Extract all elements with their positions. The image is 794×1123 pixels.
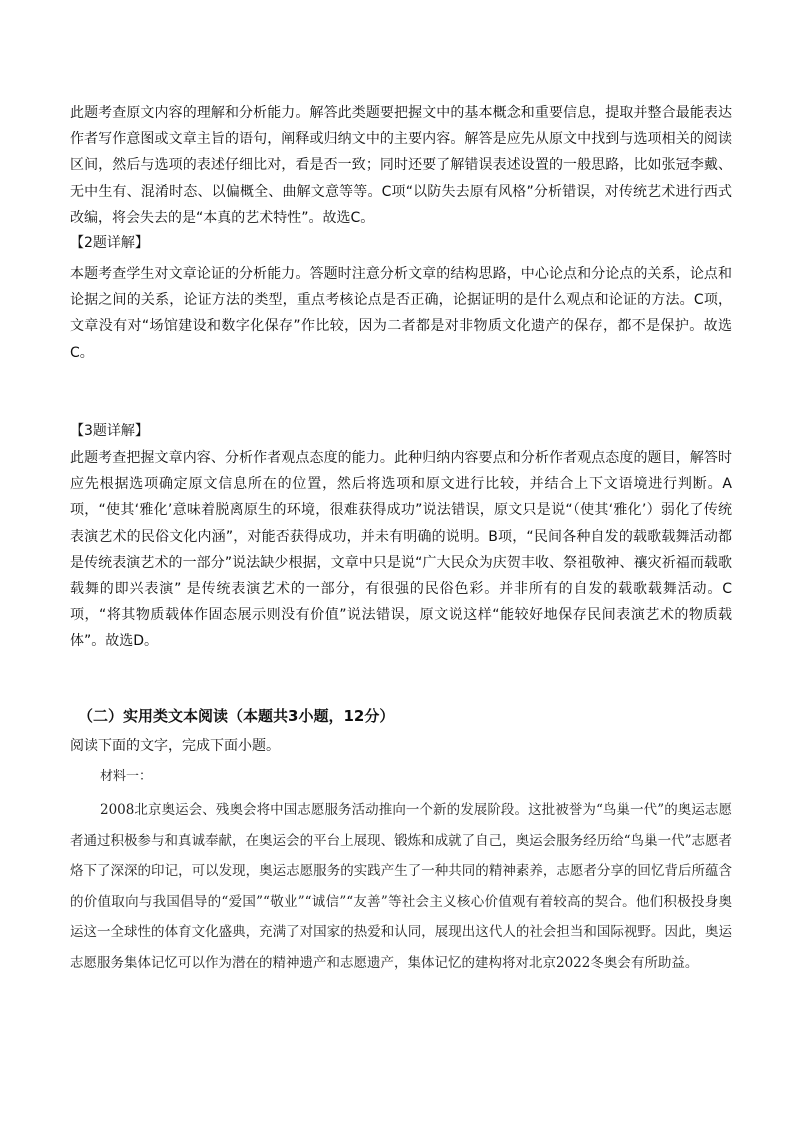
section-instruction: 阅读下面的文字，完成下面小题。 (70, 738, 280, 754)
material-one-text: 2008北京奥运会、残奥会将中国志愿服务活动推向一个新的发展阶段。这批被誉为“鸟巢一代”的奥运志愿者通过积极参与和真诚奉献，在奥运会的平台上展现、锻炼和成就了自己，奥运会服务经历给“鸟巢一代”志愿者烙下了深深的印记，可以发现，奥运志愿服务的实践产生了一种共同的精神素养，志愿者分享的回忆背后所蕴含的价值取向与我国倡导的“爱国”“敬业”“诚信”“友善”等社会主义核心价值观有着较高的契合。他们积极投身奥运这一全球性的体育文化盛典，充满了对国家的热爱和认同，展现出这代人的社会担当和国际视野。因此，奥运志愿服务集体记忆可以作为潜在的精神遗产和志愿遗产，集体记忆的建构将对北京2022冬奥会有所助益。 (70, 802, 732, 971)
q2-explanation: 本题考查学生对文章论证的分析能力。答题时注意分析文章的结构思路，中心论点和分论点的关系，论点和论据之间的关系，论证方法的类型，重点考核论点是否正确，论据证明的是什么观点和论证的方法。C项，文章没有对“场馆建设和数字化保存”作比较，因为二者都是对非物质文化遗产的保存，都不是保护。故选C。 (70, 266, 732, 361)
q1-explanation: 此题考查原文内容的理解和分析能力。解答此类题要把握文中的基本概念和重要信息，提取并整合最能表达作者写作意图或文章主旨的语句，阐释或归纳文中的主要内容。解答是应先从原文中找到与选项相关的阅读区间，然后与选项的表述仔细比对，看是否一致；同时还要了解错误表述设置的一般思路，比如张冠李戴、无中生有、混淆时态、以偏概全、曲解文意等等。C项“以防失去原有风格”分析错误，对传统艺术进行西式改编，将会失去的是“本真的艺术特性”。故选C。 (70, 105, 732, 226)
section-title: （二）实用类文本阅读（本题共3小题，12分） (78, 707, 395, 725)
material-label: 材料一： (100, 769, 153, 784)
q2-heading: 【2题详解】 (70, 235, 149, 251)
q3-explanation: 此题考查把握文章内容、分析作者观点态度的能力。此种归纳内容要点和分析作者观点态度的题目，解答时应先根据选项确定原文信息所在的位置，然后将选项和原文进行比较，并结合上下文语境进行判断。A项，“使其‘雅化’意味着脱离原生的环境，很难获得成功”说法错误，原文只是说“（使其‘雅化’）弱化了传统表演艺术的民俗文化内涵”，对能否获得成功，并未有明确的说明。B项，“民间各种自发的载歌载舞活动都是传统表演艺术的一部分”说法缺少根据，文章中只是说“广大民众为庆贺丰收、祭祖敬神、禳灾祈福而载歌载舞的即兴表演” 是传统表演艺术的一部分，有很强的民俗色彩。并非所有的自发的载歌载舞活动。C项，“将其物质载体作固态展示则没有价值”说法错误，原文说这样“能较好地保存民间表演艺术的物质载体”。故选D。 (70, 450, 732, 650)
q3-heading: 【3题详解】 (70, 423, 149, 439)
